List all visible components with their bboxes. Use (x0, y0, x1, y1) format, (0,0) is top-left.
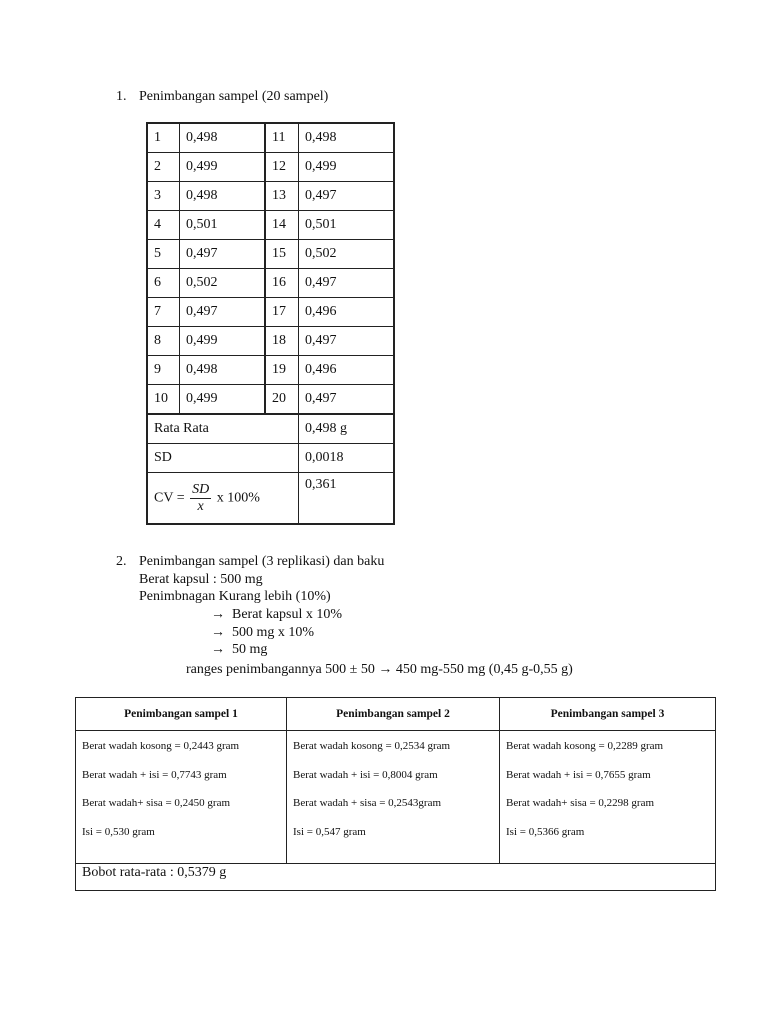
sample-number: 11 (265, 123, 299, 153)
sample-number: 17 (265, 298, 299, 327)
replicate-cell (500, 731, 716, 864)
cell-line: Berat wadah+ sisa = 0,2298 gram (506, 797, 655, 809)
mean-row (147, 414, 394, 444)
cv-denominator: x (197, 498, 204, 514)
sample-weight: 0,498 (299, 123, 395, 153)
table-row (147, 211, 394, 240)
cv-numerator: SD (192, 481, 210, 497)
cv-prefix: CV = (154, 490, 185, 506)
sd-label: SD (147, 444, 299, 473)
sample-weight: 0,497 (299, 327, 395, 356)
sample-weight: 0,502 (180, 269, 266, 298)
sample-number: 5 (147, 240, 180, 269)
table-footer-row (76, 864, 716, 891)
sample-number: 1 (147, 123, 180, 153)
arrow-icon: → (211, 642, 225, 657)
cv-value: 0,361 (299, 473, 395, 525)
step-line: 50 mg (232, 642, 268, 657)
cv-fraction (190, 482, 211, 515)
sample-weight: 0,499 (180, 153, 266, 182)
section1-heading: Penimbangan sampel (20 sampel) (139, 89, 329, 104)
sample-number: 3 (147, 182, 180, 211)
sample-number: 6 (147, 269, 180, 298)
table-row (147, 269, 394, 298)
sample-number: 7 (147, 298, 180, 327)
cv-row (147, 473, 394, 525)
cell-line: Berat wadah + sisa = 0,2543gram (293, 797, 442, 809)
sample-number: 19 (265, 356, 299, 385)
replicate-weighing-table (75, 697, 716, 891)
step-line: 500 mg x 10% (232, 625, 315, 640)
sample-number: 15 (265, 240, 299, 269)
sample-number: 16 (265, 269, 299, 298)
sample-weight: 0,499 (180, 327, 266, 356)
sample-weight: 0,501 (180, 211, 266, 240)
sample-weight: 0,502 (299, 240, 395, 269)
cv-formula (147, 473, 299, 525)
section1-number: 1. (116, 89, 127, 104)
column-header: Penimbangan sampel 1 (76, 698, 287, 731)
sample-weight: 0,497 (299, 385, 395, 415)
sample-weight: 0,499 (180, 385, 266, 415)
step-line: Berat kapsul x 10% (232, 607, 343, 622)
sample-number: 12 (265, 153, 299, 182)
sample-weight: 0,497 (299, 182, 395, 211)
column-header: Penimbangan sampel 2 (287, 698, 500, 731)
cell-line: Berat wadah + isi = 0,7743 gram (82, 768, 227, 781)
sample-weights-table (146, 122, 395, 525)
table-row (147, 327, 394, 356)
mean-value: 0,498 g (299, 414, 395, 444)
sample-weight: 0,497 (180, 240, 266, 269)
section2-heading: Penimbangan sampel (3 replikasi) dan baku (139, 554, 385, 569)
arrow-icon: → (211, 607, 225, 622)
sample-number: 2 (147, 153, 180, 182)
sample-number: 18 (265, 327, 299, 356)
cell-line: Berat wadah kosong = 0,2534 gram (293, 740, 451, 752)
tolerance-line: Penimbnagan Kurang lebih (10%) (139, 589, 331, 604)
range-line: ranges penimbangannya 500 ± 50 → 450 mg-550 mg (0,45 g-0,55 g) (186, 662, 573, 677)
average-weight: Bobot rata-rata : 0,5379 g (76, 864, 716, 891)
cell-line: Berat wadah+ sisa = 0,2450 gram (82, 797, 231, 809)
table-row (147, 182, 394, 211)
table-row (147, 385, 394, 415)
arrow-icon: → (211, 625, 225, 640)
cell-line: Berat wadah kosong = 0,2443 gram (82, 740, 240, 752)
sample-weight: 0,501 (299, 211, 395, 240)
cell-line: Isi = 0,5366 gram (506, 825, 585, 838)
sample-number: 13 (265, 182, 299, 211)
table-row (147, 153, 394, 182)
sample-weight: 0,497 (299, 269, 395, 298)
sample-number: 20 (265, 385, 299, 415)
section2-number: 2. (116, 554, 127, 569)
table-row (147, 240, 394, 269)
table-row (147, 298, 394, 327)
column-header: Penimbangan sampel 3 (500, 698, 716, 731)
sample-number: 4 (147, 211, 180, 240)
table-row (76, 731, 716, 864)
cv-suffix: x 100% (216, 490, 260, 506)
sample-weight: 0,496 (299, 356, 395, 385)
sample-weight: 0,499 (299, 153, 395, 182)
sample-number: 9 (147, 356, 180, 385)
sd-value: 0,0018 (299, 444, 395, 473)
mean-label: Rata Rata (147, 414, 299, 444)
sample-weight: 0,498 (180, 182, 266, 211)
cell-line: Isi = 0,530 gram (82, 825, 155, 838)
sample-number: 10 (147, 385, 180, 415)
sample-weight: 0,496 (299, 298, 395, 327)
capsule-weight-line: Berat kapsul : 500 mg (139, 572, 263, 587)
cell-line: Isi = 0,547 gram (293, 825, 366, 838)
cell-line: Berat wadah kosong = 0,2289 gram (506, 740, 664, 752)
sample-number: 8 (147, 327, 180, 356)
replicate-cell (287, 731, 500, 864)
sample-weight: 0,498 (180, 356, 266, 385)
replicate-cell (76, 731, 287, 864)
sample-number: 14 (265, 211, 299, 240)
sd-row (147, 444, 394, 473)
table-row (147, 356, 394, 385)
cell-line: Berat wadah + isi = 0,8004 gram (293, 768, 438, 781)
table-row (147, 123, 394, 153)
cell-line: Berat wadah + isi = 0,7655 gram (506, 768, 651, 781)
table-header-row (76, 698, 716, 731)
sample-weight: 0,497 (180, 298, 266, 327)
sample-weight: 0,498 (180, 123, 266, 153)
